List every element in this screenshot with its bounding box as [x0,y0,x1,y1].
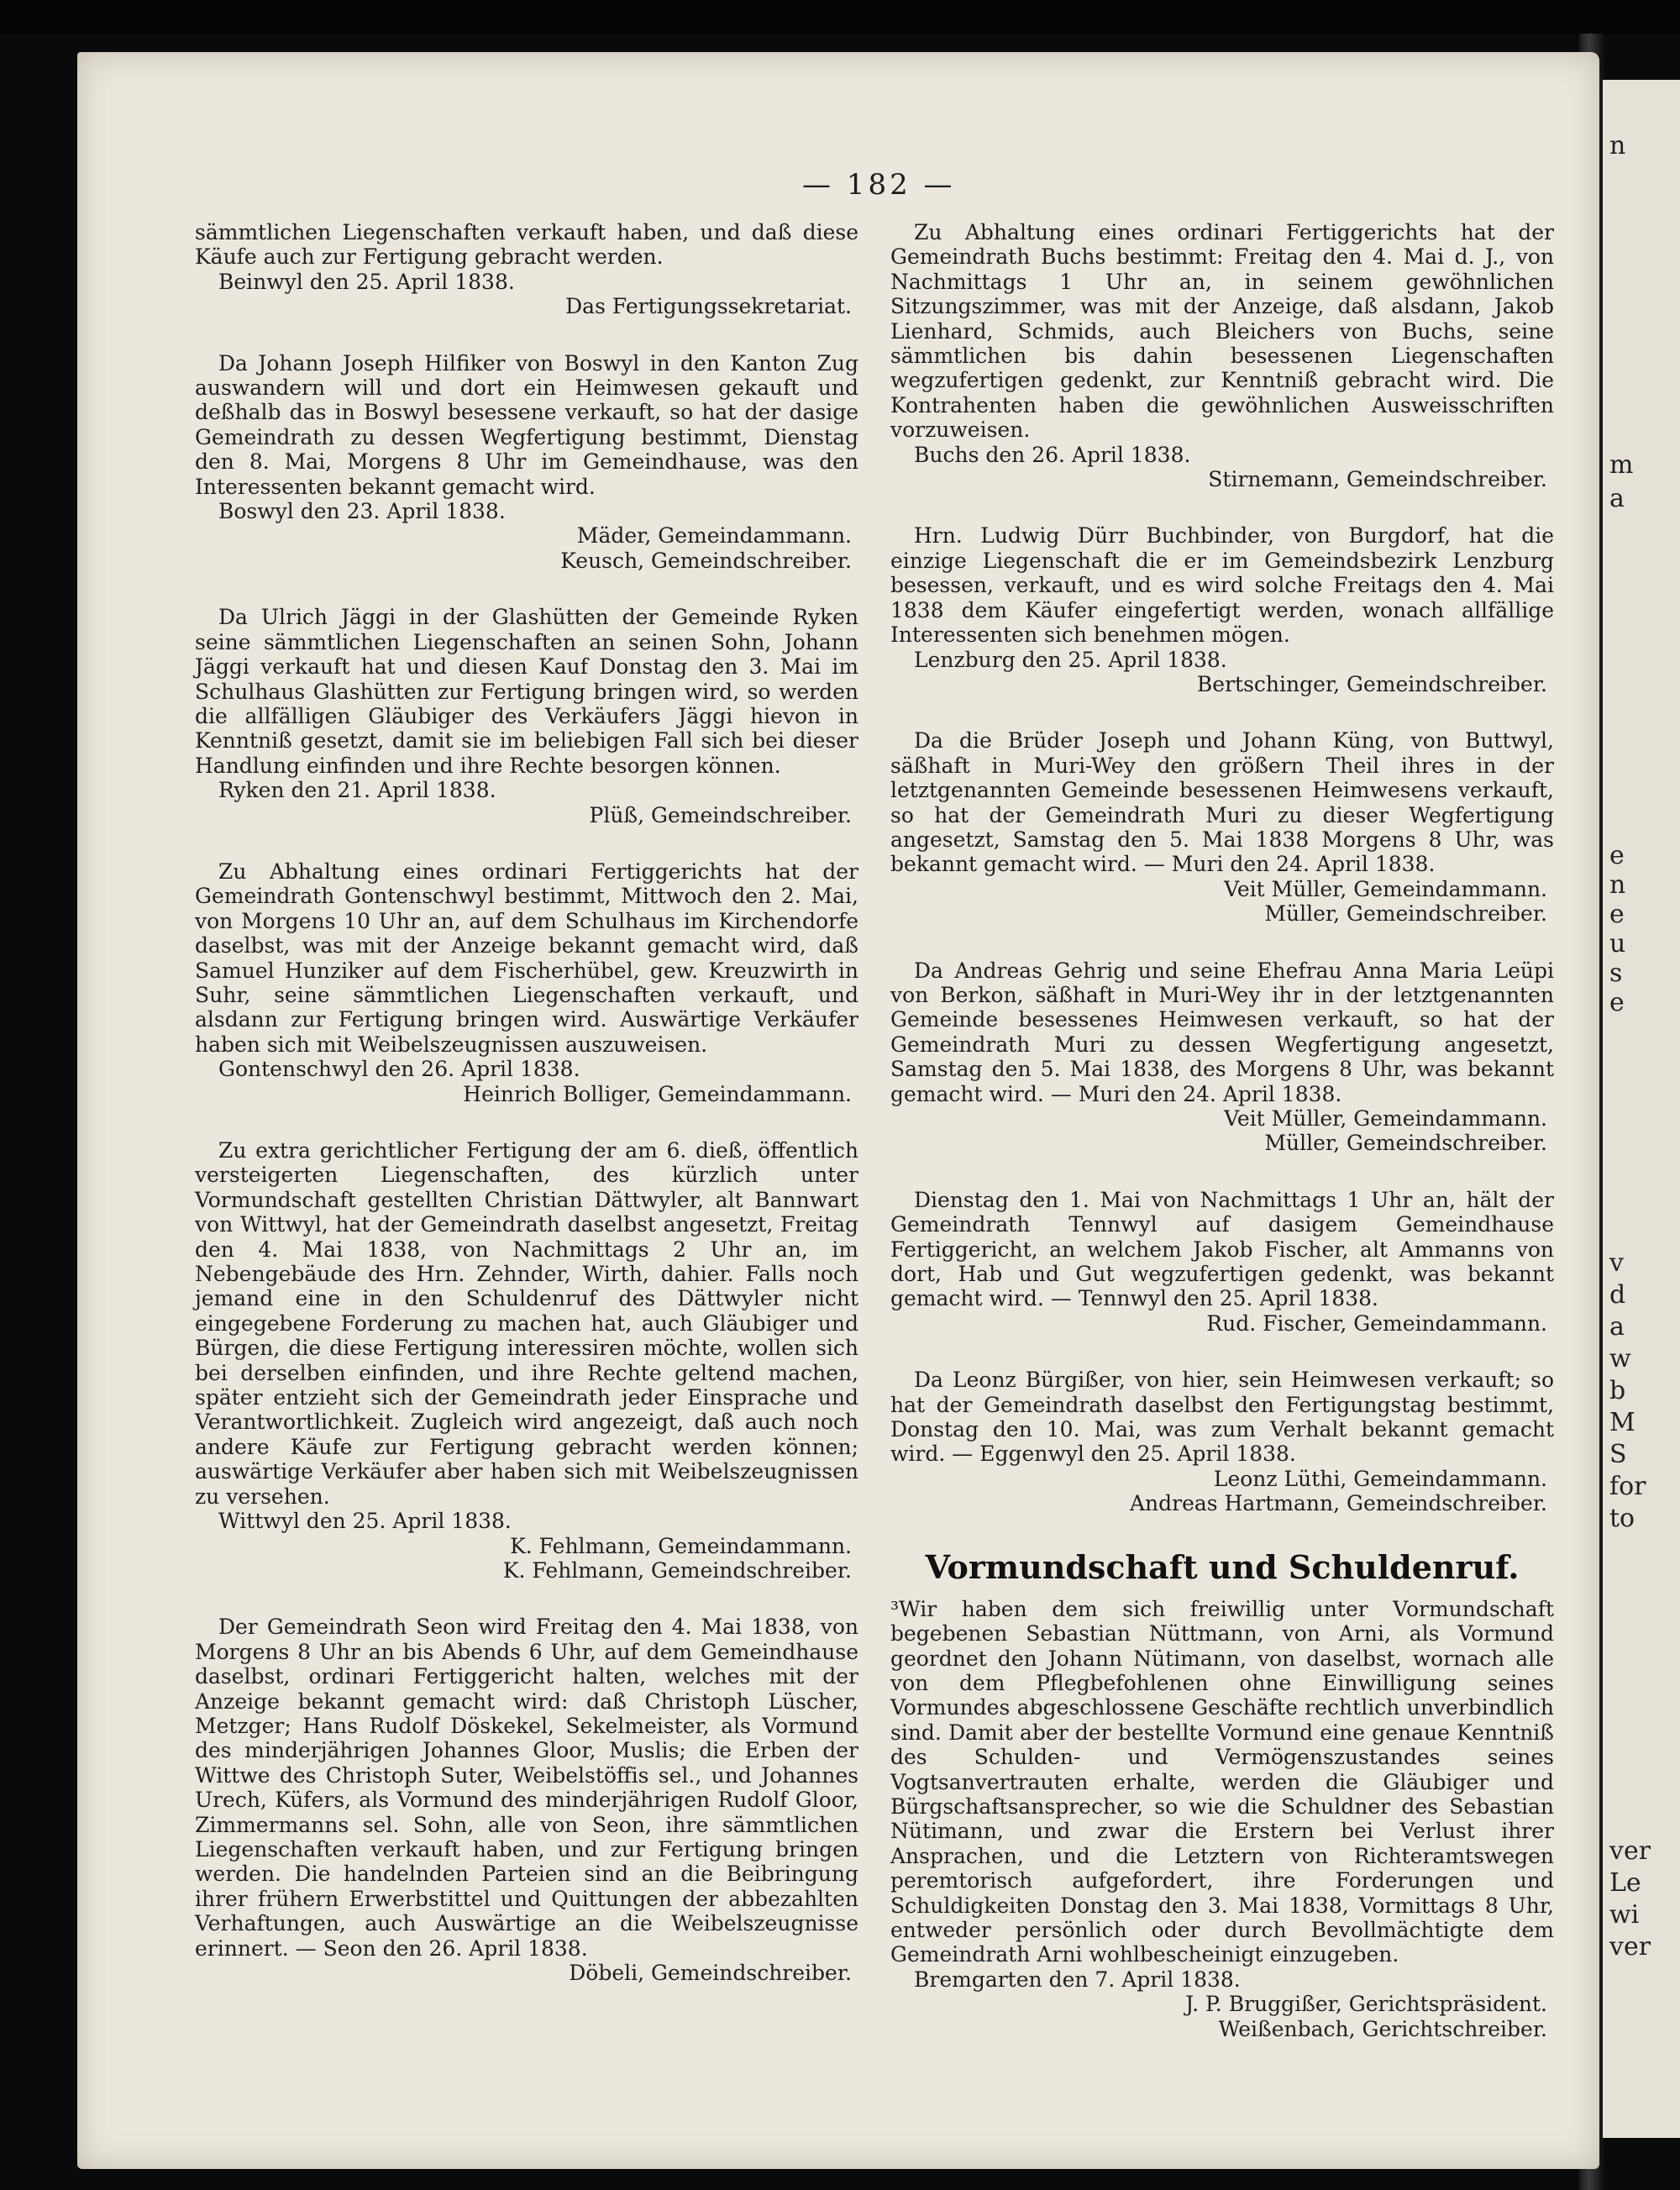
adjacent-fragment: for [1609,1472,1646,1501]
notice-body: Der Gemeindrath Seon wird Freitag den 4. Mai 1838, von Morgens 8 Uhr an bis Abends 6 Uhr, auf dem Gemeindhause daselbst, ordinari Fertiggericht halten, welches mit der Anzeige bekannt gemacht wird: daß Christoph Lüscher, Metzger; Hans Rudolf Döskekel, Sekelmeister, als Vormund des minderjährigen Johannes Gloor, Muslis; die Erben der Wittwe des Christoph Suter, Weibelstöffis sel., und Johannes Urech, Küfers, als Vormund des minderjährigen Rudolf Gloor, Zimmermanns sel. Sohn, alle von Seon, ihre sämmtlichen Liegenschaften verkauft haben, und zur Fertigung bringen werden. Die handelnden Parteien sind an die Beibringung ihrer frühern Erwerbstittel und Quittungen der abbezahlten Verhaftungen, auch Auswärtige an die Weibelszeugnisse erinnert. — Seon den 26. April 1838. [195,1615,858,1961]
notice [890,1188,1554,1336]
adjacent-fragment: to [1609,1504,1635,1533]
notice-signature: J. P. Bruggißer, Gerichtspräsident. [1185,1992,1547,2017]
notice-place-date: Lenzburg den 25. April 1838. [914,647,1227,672]
notice-signature: Müller, Gemeindschreiber. [1264,1131,1547,1156]
notice-signature: Keusch, Gemeindschreiber. [560,548,852,573]
notice [195,220,858,319]
adjacent-fragment: w [1609,1344,1631,1373]
adjacent-fragment: M [1609,1408,1635,1437]
adjacent-fragment: u [1609,929,1626,958]
notice [890,728,1554,926]
notice-body: sämmtlichen Liegenschaften verkauft haben, und daß diese Käufe auch zur Fertigung gebracht werden. [195,220,858,270]
adjacent-fragment: e [1609,988,1625,1017]
notice [890,220,1554,491]
notice-signature: Rud. Fischer, Gemeindammann. [1206,1310,1547,1336]
notice-signature: Plüß, Gemeindschreiber. [589,802,852,827]
adjacent-fragment: n [1609,870,1626,900]
notice-signature: Leonz Lüthi, Gemeindammann. [1213,1466,1547,1491]
adjacent-fragment: a [1609,484,1625,513]
notice-body: ³Wir haben dem sich freiwillig unter Vormundschaft begebenen Sebastian Nüttmann, von Arni, als Vormund geordnet den Johann Nütimann, von daselbst, wornach alle von dem Pflegbefohlenen ohne Einwilligung seines Vormundes abgeschlossene Geschäfte rechtlich unverbindlich sind. Damit aber der bestellte Vormund eine genaue Kenntniß des Schulden- und Vermögenszustandes seines Vogtsanvertrauten erhalte, werden die Gläubiger und Bürgschaftsansprecher, so wie die Schuldner des Sebastian Nütimann, und zwar die Erstern bei Verlust ihrer Ansprachen, und die Letztern von Richteramtswegen peremtorisch aufgefordert, ihre Forderungen und Schuldigkeiten Donstag den 3. Mai 1838, Vormittags 8 Uhr, entweder persönlich oder durch Bevollmächtigte dem Gemeindrath Arni wohlbescheinigt einzugeben. [890,1596,1554,1967]
notice-signature: Weißenbach, Gerichtschreiber. [1218,2016,1547,2041]
adjacent-fragment: S [1609,1440,1627,1469]
notice [890,1368,1554,1515]
notice-signature: Veit Müller, Gemeindammann. [1224,876,1547,901]
notice-signature: Das Fertigungssekretariat. [565,294,852,319]
page-number: — 182 — [802,168,956,202]
notice-signature: K. Fehlmann, Gemeindammann. [510,1533,852,1558]
notice-place-date: Gontenschwyl den 26. April 1838. [218,1057,580,1082]
adjacent-fragment: e [1609,841,1625,870]
adjacent-fragment: Le [1609,1868,1641,1898]
scan-background-top [0,0,1680,35]
left-column [195,220,858,2017]
adjacent-fragment: a [1609,1312,1625,1342]
adjacent-fragment: d [1609,1280,1626,1310]
notice-body: Da Leonz Bürgißer, von hier, sein Heimwesen verkauft; so hat der Gemeindrath daselbst den Fertigungstag bestimmt, Donstag den 10. Mai, was zum Verhalt bekannt gemacht wird. — Eggenwyl den 25. April 1838. [890,1368,1554,1467]
notice-body: Da die Brüder Joseph und Johann Küng, von Buttwyl, säßhaft in Muri-Wey den größern Theil ihres in der letztgenannten Gemeinde besessenen Heimwesens verkauft, so hat der Gemeindrath Muri zu dieser Wegfertigung angesetzt, Samstag den 5. Mai 1838 Morgens 8 Uhr, was bekannt gemacht wird. — Muri den 24. April 1838. [890,728,1554,877]
notice [890,958,1554,1156]
notice-body: Dienstag den 1. Mai von Nachmittags 1 Uhr an, hält der Gemeindrath Tennwyl auf dasigem Gemeindhause Fertiggericht, an welchem Jakob Fischer, alt Ammanns von dort, Hab und Gut wegzufertigen gedenkt, was bekannt gemacht wird. — Tennwyl den 25. April 1838. [890,1187,1554,1311]
notice-place-date: Ryken den 21. April 1838. [218,778,496,803]
notice-signature: Stirnemann, Gemeindschreiber. [1208,467,1547,492]
notice [890,1597,1554,2041]
adjacent-fragment: b [1609,1376,1626,1405]
section-heading: Vormundschaft und Schuldenruf. [925,1547,1520,1586]
notice-signature: Andreas Hartmann, Gemeindschreiber. [1130,1491,1547,1516]
notice-body: Da Ulrich Jäggi in der Glashütten der Gemeinde Ryken seine sämmtlichen Liegenschaften an seinen Sohn, Johann Jäggi verkauft hat und diesen Kauf Donstag den 3. Mai im Schulhaus Glashütten zur Fertigung bringen wird, so werden die allfälligen Gläubiger des Verkäufers Jäggi hievon in Kenntniß gesetzt, damit sie im beliebigen Fall sich bei dieser Handlung einfinden und ihre Rechte besorgen können. [195,605,858,778]
notice-body: Zu Abhaltung eines ordinari Fertiggerichts hat der Gemeindrath Buchs bestimmt: Freitag den 4. Mai d. J., von Nachmittags 1 Uhr an, in seinem gewöhnlichen Sitzungszimmer, was mit der Anzeige, daß alsdann, Jakob Lienhard, Schmids, auch Bleichers von Buchs, seine sämmtlichen bis dahin besessenen Liegenschaften wegzufertigen gedenkt, zur Kenntniß gebracht wird. Die Kontrahenten haben die gewöhnlichen Ausweisschriften vorzuweisen. [890,220,1554,443]
notice-body: Da Andreas Gehrig und seine Ehefrau Anna Maria Leüpi von Berkon, säßhaft in Muri-Wey ihr in der letztgenannten Gemeinde besessenes Heimwesen verkauft, so hat der Gemeindrath Muri zu dessen Wegfertigung angesetzt, Samstag den 5. Mai 1838, des Morgens 8 Uhr, was bekannt gemacht wird. — Muri den 24. April 1838. [890,958,1554,1106]
notice [195,351,858,574]
notice-signature: Mäder, Gemeindammann. [576,523,852,549]
adjacent-fragment: wi [1609,1900,1640,1930]
notice [195,1615,858,1985]
adjacent-fragment: ver [1609,1932,1651,1962]
notice-place-date: Bremgarten den 7. April 1838. [914,1967,1241,1992]
notice-place-date: Beinwyl den 25. April 1838. [218,269,515,294]
notice-signature: Bertschinger, Gemeindschreiber. [1196,671,1547,696]
notice-signature: Heinrich Bolliger, Gemeindammann. [463,1081,852,1106]
notice [195,859,858,1106]
adjacent-fragment: v [1609,1248,1624,1278]
notice-place-date: Buchs den 26. April 1838. [914,442,1191,467]
notice [890,523,1554,696]
adjacent-fragment: s [1609,958,1623,988]
notice [195,1138,858,1583]
adjacent-fragment: ver [1609,1836,1651,1866]
notice-place-date: Boswyl den 23. April 1838. [218,499,506,524]
notice-signature: K. Fehlmann, Gemeindschreiber. [502,1557,852,1583]
notice-signature: Döbeli, Gemeindschreiber. [569,1961,852,1985]
adjacent-fragment: e [1609,900,1625,929]
adjacent-fragment: m [1609,450,1634,480]
notice [195,605,858,827]
notice-body: Zu Abhaltung eines ordinari Fertiggerichts hat der Gemeindrath Gontenschwyl bestimmt, Mittwoch den 2. Mai, von Morgens 10 Uhr an, auf dem Schulhaus im Kirchendorfe daselbst, was mit der Anzeige bekannt gemacht wird, daß Samuel Hunziker auf dem Fischerhübel, gew. Kreuzwirth in Suhr, seine sämmtlichen Liegenschaften verkauft, und alsdann zur Fertigung bringen wird. Auswärtige Verkäufer haben sich mit Weibelszeugnissen auszuweisen. [195,859,858,1057]
notice-place-date: Wittwyl den 25. April 1838. [218,1509,512,1534]
notice-body: Hrn. Ludwig Dürr Buchbinder, von Burgdorf, hat die einzige Liegenschaft die er im Gemeindsbezirk Lenzburg besessen, verkauft, und es wird solche Freitags den 4. Mai 1838 dem Käufer eingefertigt werden, wonach allfällige Interessenten sich benehmen mögen. [890,523,1554,648]
notice-body: Zu extra gerichtlicher Fertigung der am 6. dieß, öffentlich versteigerten Liegenschaften, des kürzlich unter Vormundschaft gestellten Christian Dättwyler, alt Bannwart von Wittwyl, hat der Gemeindrath daselbst angesetzt, Freitag den 4. Mai 1838, von Nachmittags 2 Uhr an, im Nebengebäude des Hrn. Zehnder, Wirth, dahier. Falls noch jemand eine in den Schuldenruf des Dättwyler nicht eingegebene Forderung zu machen hat, auch Gläubiger und Bürgen, die diese Fertigung interessiren möchte, wollen sich bei derselben einfinden, und ihre Rechte geltend machen, später entzieht sich der Gemeindrath jeder Einsprache und Verantwortlichkeit. Zugleich wird angezeigt, daß auch noch andere Käufe zur Fertigung gebracht werden können; auswärtige Verkäufer aber haben sich mit Weibelszeugnissen zu versehen. [195,1138,858,1509]
adjacent-page-edge [1603,80,1680,2138]
notice-signature: Müller, Gemeindschreiber. [1264,901,1547,927]
adjacent-fragment: n [1609,131,1626,160]
notice-body: Da Johann Joseph Hilfiker von Boswyl in den Kanton Zug auswandern will und dort ein Heimwesen gekauft und deßhalb das in Boswyl besessene verkauft, so hat der dasige Gemeindrath zu dessen Wegfertigung bestimmt, Dienstag den 8. Mai, Morgens 8 Uhr im Gemeindhause, was den Interessenten bekannt gemacht wird. [195,350,858,499]
notice-signature: Veit Müller, Gemeindammann. [1224,1106,1547,1131]
right-column [890,220,1554,2073]
